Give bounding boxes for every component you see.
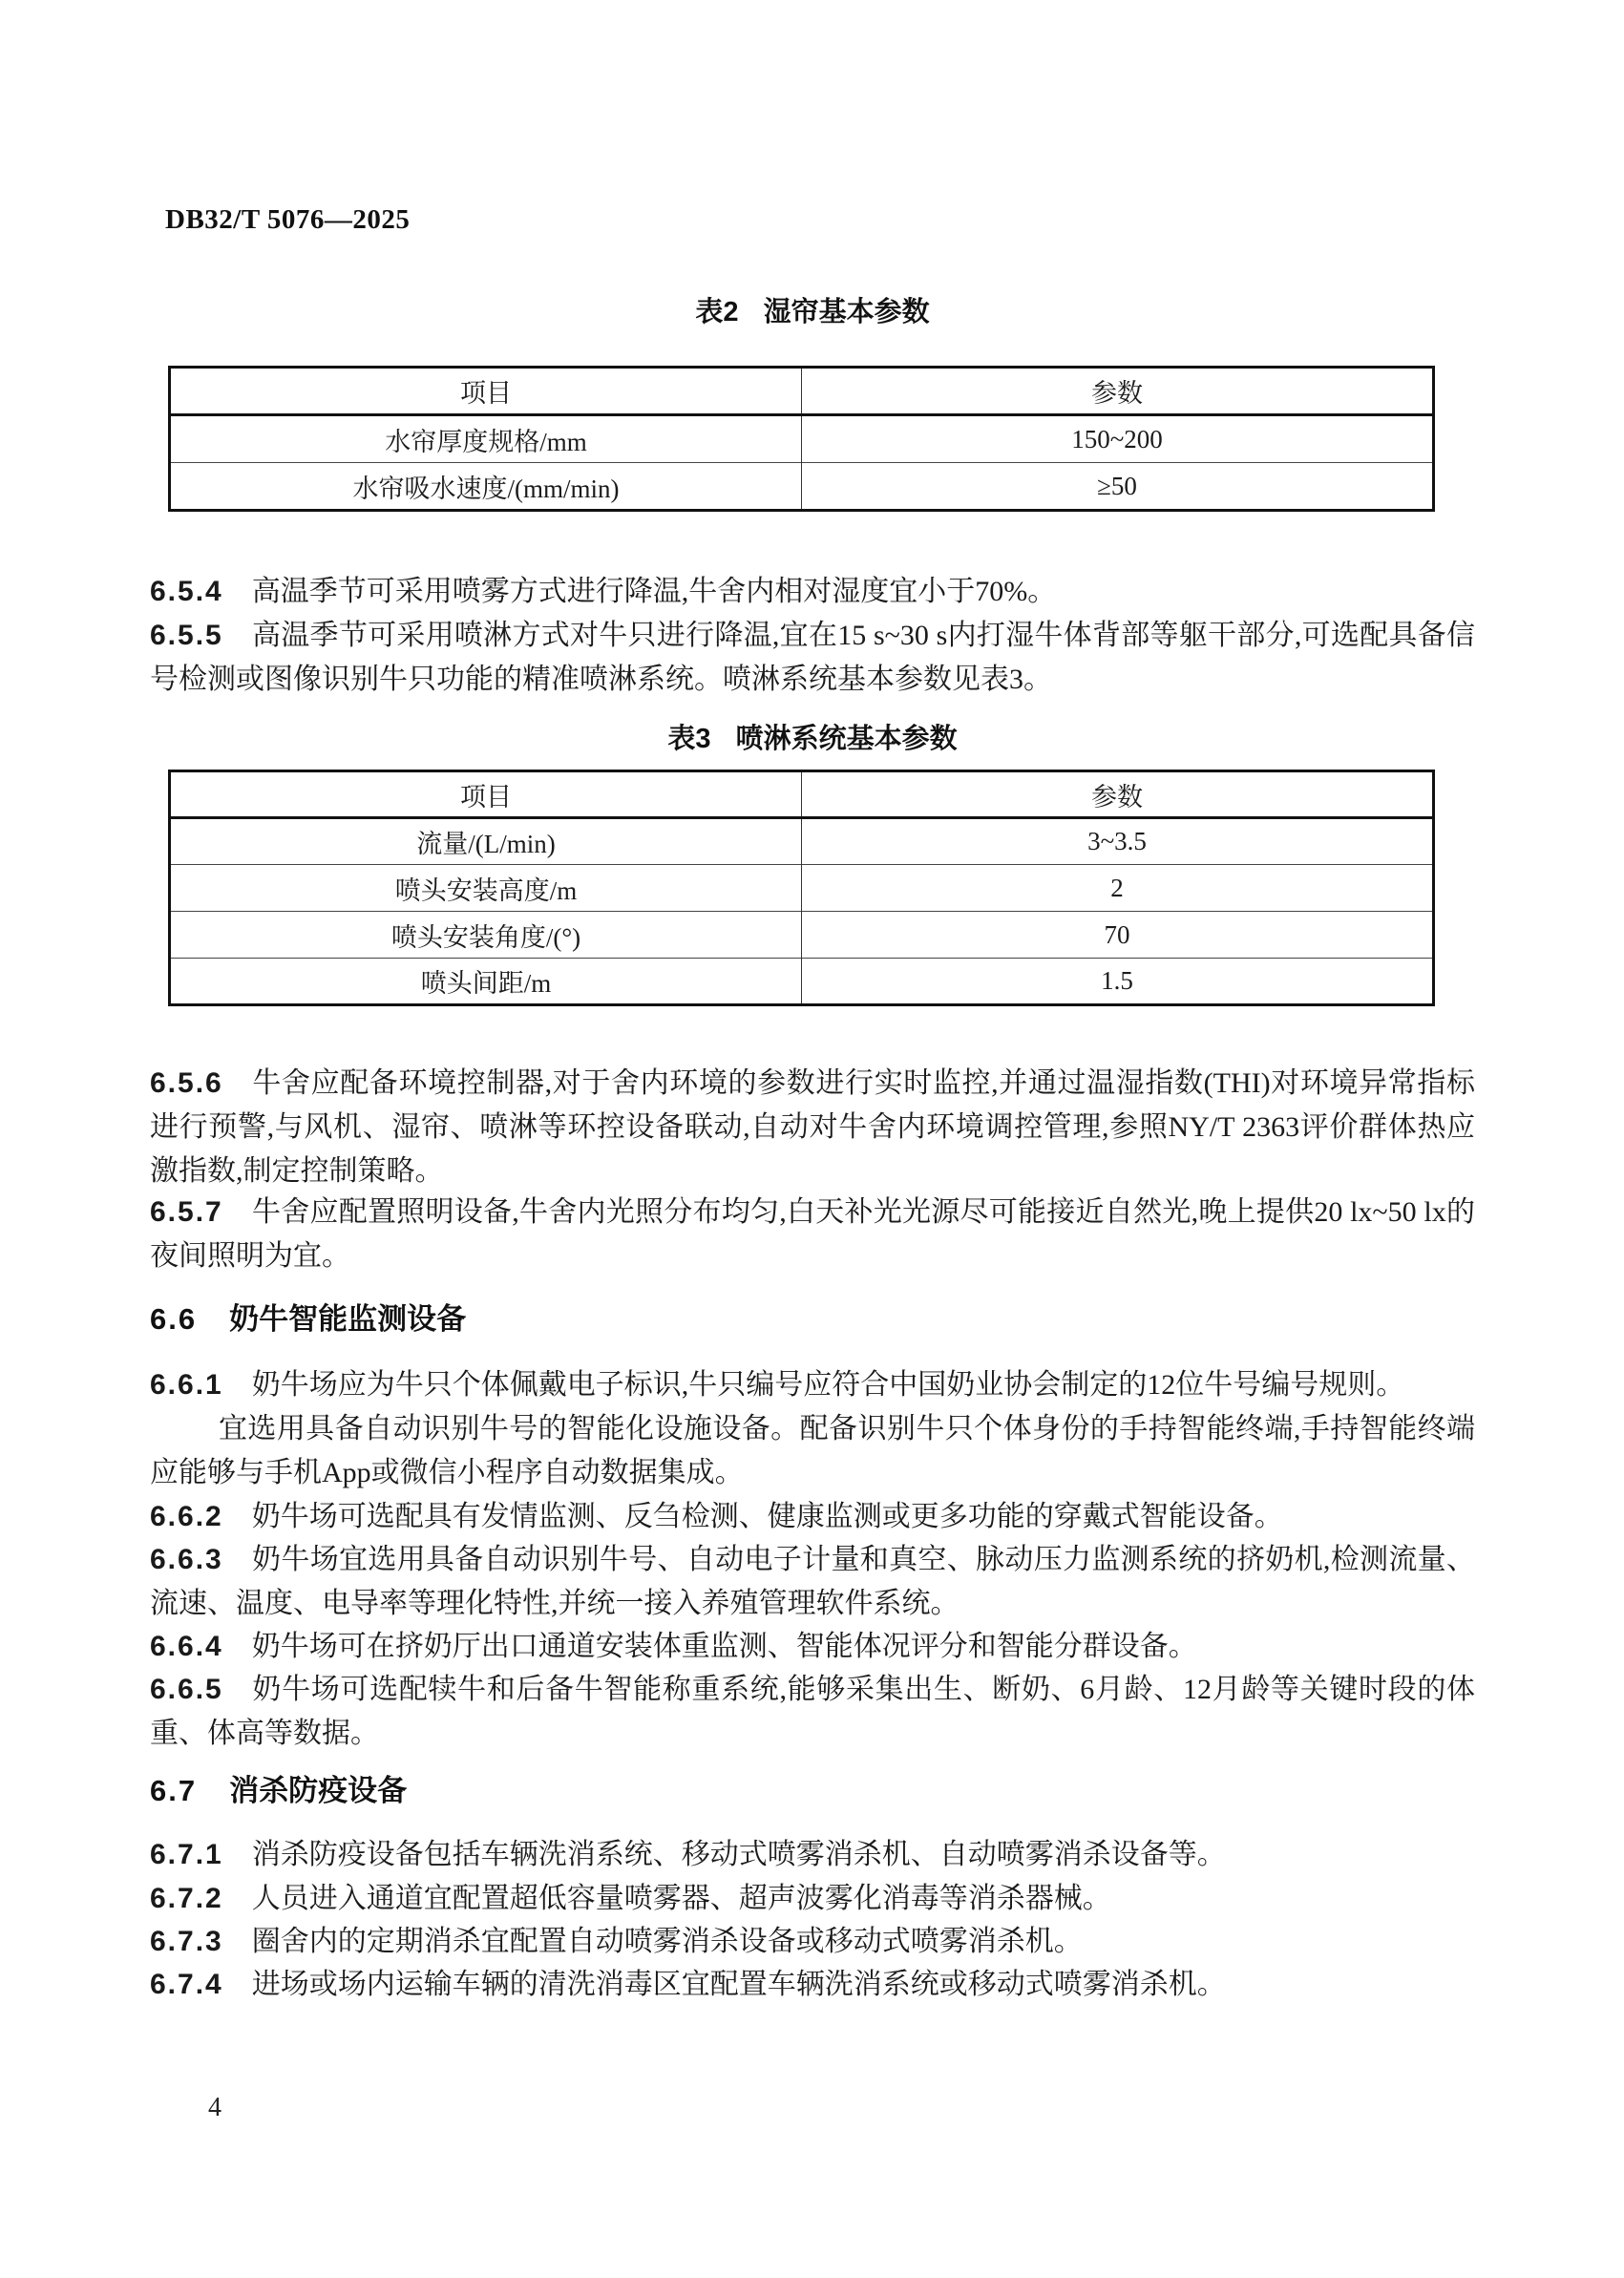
- table3-caption-title: 喷淋系统基本参数: [735, 724, 958, 754]
- table2-caption-label: 表2: [695, 297, 739, 327]
- clause-number: 6.7.1: [150, 1839, 223, 1870]
- heading-title: 奶牛智能监测设备: [229, 1302, 467, 1336]
- table-row: [170, 912, 1434, 959]
- table-row: [170, 463, 1434, 511]
- clause-number: 6.6.4: [150, 1631, 223, 1662]
- table-header-cell: 参数: [802, 368, 1434, 415]
- clause-6-5-4: [150, 570, 1475, 614]
- heading-number: 6.7: [150, 1774, 198, 1807]
- clause-6-6-3: [150, 1538, 1475, 1626]
- table-row: [170, 818, 1434, 865]
- clause-text: 牛舍应配置照明设备,牛舍内光照分布均匀,白天补光光源尽可能接近自然光,晚上提供20 lx~50 lx的夜间照明为宜。: [150, 1196, 1475, 1272]
- table-header-row: [170, 368, 1434, 415]
- clause-number: 6.6.5: [150, 1674, 223, 1705]
- clause-number: 6.5.4: [150, 576, 223, 607]
- table-cell: 水帘厚度规格/mm: [170, 415, 802, 463]
- clause-text: 高温季节可采用喷雾方式进行降温,牛舍内相对湿度宜小于70%。: [251, 576, 1057, 607]
- clause-text: 奶牛场宜选用具备自动识别牛号、自动电子计量和真空、脉动压力监测系统的挤奶机,检测流量、流速、温度、电导率等理化特性,并统一接入养殖管理软件系统。: [150, 1544, 1475, 1619]
- clause-6-6-5: [150, 1668, 1475, 1756]
- clause-text: 圈舍内的定期消杀宜配置自动喷雾消杀设备或移动式喷雾消杀机。: [251, 1926, 1083, 1957]
- clause-number: 6.5.6: [150, 1067, 223, 1099]
- clause-6-5-7: [150, 1191, 1475, 1278]
- clause-text: 牛舍应配备环境控制器,对于舍内环境的参数进行实时监控,并通过温湿指数(THI)对环境异常指标进行预警,与风机、湿帘、喷淋等环控设备联动,自动对牛舍内环境调控管理,参照NY/T 2363评价群体热应激指数,制定控制策略。: [150, 1067, 1475, 1187]
- table-cell: 喷头安装高度/m: [170, 865, 802, 912]
- clause-number: 6.7.3: [150, 1926, 223, 1957]
- clause-text: 奶牛场应为牛只个体佩戴电子标识,牛只编号应符合中国奶业协会制定的12位牛号编号规则。: [251, 1369, 1405, 1401]
- table3: [168, 770, 1435, 1006]
- table2: [168, 366, 1435, 512]
- clause-number: 6.6.3: [150, 1544, 223, 1575]
- clause-text: 奶牛场可在挤奶厅出口通道安装体重监测、智能体况评分和智能分群设备。: [251, 1631, 1197, 1662]
- table-cell: 喷头安装角度/(°): [170, 912, 802, 959]
- table-header-row: [170, 771, 1434, 818]
- clause-6-6-4: [150, 1625, 1475, 1669]
- heading-number: 6.6: [150, 1302, 198, 1336]
- clause-text: 人员进入通道宜配置超低容量喷雾器、超声波雾化消毒等消杀器械。: [251, 1883, 1111, 1914]
- table-cell: 150~200: [802, 415, 1434, 463]
- clause-6-5-6: [150, 1062, 1475, 1193]
- table-cell: 2: [802, 865, 1434, 912]
- table-header-cell: 参数: [802, 771, 1434, 818]
- table2-caption-title: 湿帘基本参数: [763, 297, 930, 327]
- table-row: [170, 415, 1434, 463]
- clause-text: 高温季节可采用喷淋方式对牛只进行降温,宜在15 s~30 s内打湿牛体背部等躯干部分,可选配具备信号检测或图像识别牛只功能的精准喷淋系统。喷淋系统基本参数见表3。: [150, 620, 1475, 695]
- clause-6-6-2: [150, 1495, 1475, 1539]
- table-header-cell: 项目: [170, 368, 802, 415]
- heading-6-6: [150, 1295, 1475, 1338]
- clause-number: 6.7.4: [150, 1969, 223, 2000]
- clause-6-5-5: [150, 614, 1475, 702]
- clause-6-6-1: [150, 1363, 1475, 1495]
- heading-title: 消杀防疫设备: [229, 1774, 408, 1807]
- clause-text: 奶牛场可选配具有发情监测、反刍检测、健康监测或更多功能的穿戴式智能设备。: [251, 1501, 1283, 1532]
- clause-number: 6.5.5: [150, 620, 223, 651]
- clause-number: 6.7.2: [150, 1883, 223, 1914]
- doc-code: DB32/T 5076—2025: [165, 204, 411, 235]
- table-row: [170, 865, 1434, 912]
- table3-caption: [150, 717, 1475, 756]
- table-cell: 喷头间距/m: [170, 959, 802, 1005]
- clause-text-continued: 宜选用具备自动识别牛号的智能化设施设备。配备识别牛只个体身份的手持智能终端,手持智能终端应能够与手机App或微信小程序自动数据集成。: [150, 1413, 1475, 1488]
- heading-6-7: [150, 1766, 1475, 1809]
- page-number: 4: [208, 2093, 221, 2122]
- table-cell: 水帘吸水速度/(mm/min): [170, 463, 802, 511]
- table-cell: ≥50: [802, 463, 1434, 511]
- clause-number: 6.5.7: [150, 1196, 223, 1228]
- table-header-cell: 项目: [170, 771, 802, 818]
- clause-6-7-2: [150, 1877, 1475, 1921]
- clause-6-7-4: [150, 1963, 1475, 2007]
- table-row: [170, 959, 1434, 1005]
- clause-number: 6.6.2: [150, 1501, 223, 1532]
- table-cell: 流量/(L/min): [170, 818, 802, 865]
- clause-number: 6.6.1: [150, 1369, 223, 1401]
- table-cell: 70: [802, 912, 1434, 959]
- table3-caption-label: 表3: [667, 724, 711, 754]
- table-cell: 3~3.5: [802, 818, 1434, 865]
- clause-text: 奶牛场可选配犊牛和后备牛智能称重系统,能够采集出生、断奶、6月龄、12月龄等关键时段的体重、体高等数据。: [150, 1674, 1475, 1749]
- clause-text: 进场或场内运输车辆的清洗消毒区宜配置车辆洗消系统或移动式喷雾消杀机。: [251, 1969, 1226, 2000]
- table-cell: 1.5: [802, 959, 1434, 1005]
- clause-6-7-1: [150, 1833, 1475, 1877]
- clause-text: 消杀防疫设备包括车辆洗消系统、移动式喷雾消杀机、自动喷雾消杀设备等。: [251, 1839, 1226, 1870]
- clause-6-7-3: [150, 1920, 1475, 1964]
- table2-caption: [150, 290, 1475, 329]
